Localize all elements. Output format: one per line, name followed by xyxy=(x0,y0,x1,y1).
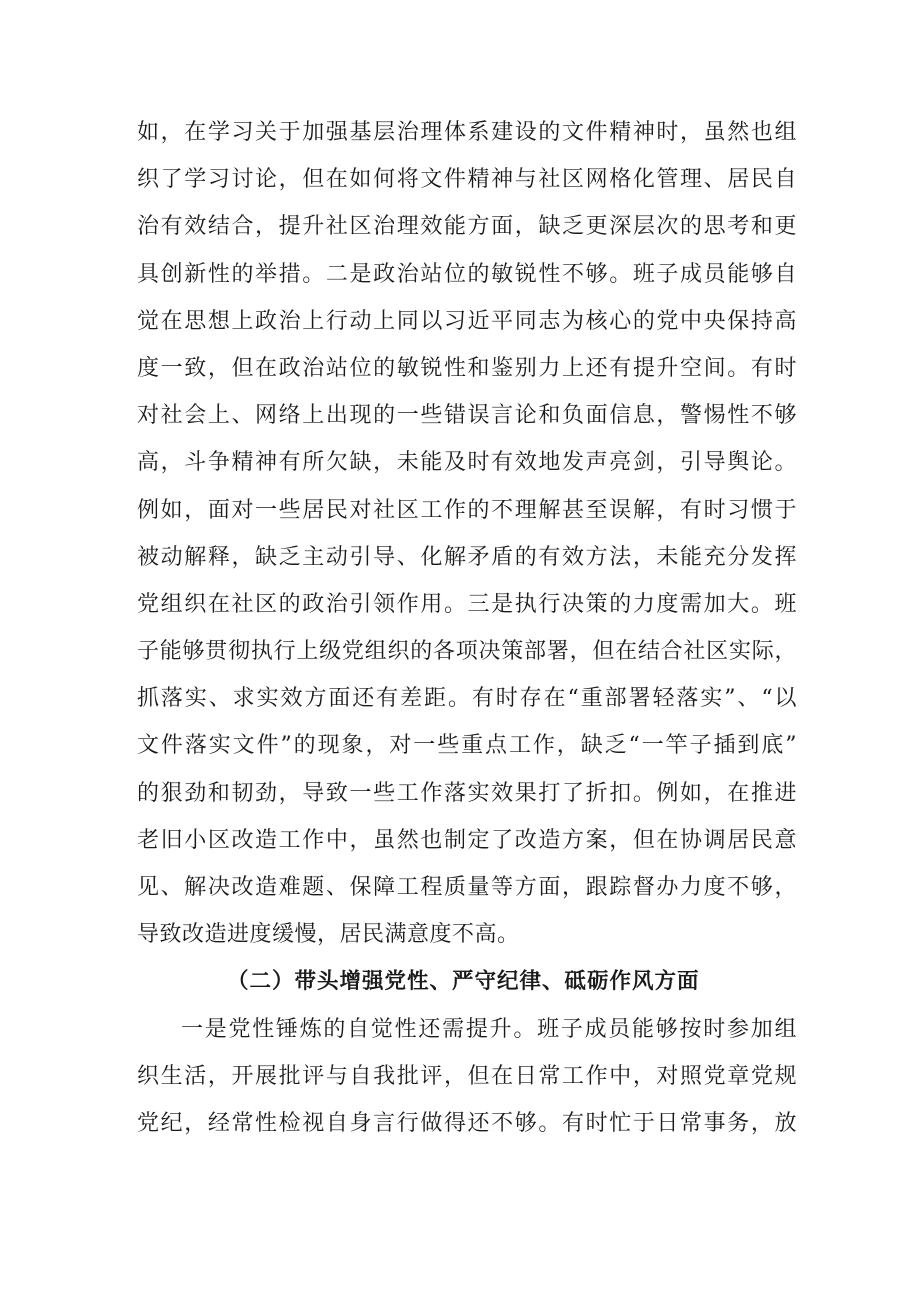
paragraph-line: 织了学习讨论，但在如何将文件精神与社区网格化管理、居民自 xyxy=(137,167,797,193)
paragraph-line: 老旧小区改造工作中，虽然也制定了改造方案，但在协调居民意 xyxy=(137,827,797,853)
paragraph-line: 度一致，但在政治站位的敏锐性和鉴别力上还有提升空间。有时 xyxy=(137,355,797,381)
paragraph-line: 对社会上、网络上出现的一些错误言论和负面信息，警惕性不够 xyxy=(137,403,797,429)
section-heading: （二）带头增强党性、严守纪律、砥砺作风方面 xyxy=(227,969,700,995)
document-body xyxy=(137,109,797,1147)
paragraph-line: 党组织在社区的政治引领作用。三是执行决策的力度需加大。班 xyxy=(137,591,797,617)
paragraph-line: 治有效结合，提升社区治理效能方面，缺乏更深层次的思考和更 xyxy=(137,214,797,240)
paragraph-2 xyxy=(137,1006,797,1148)
paragraph-line: 如，在学习关于加强基层治理体系建设的文件精神时，虽然也组 xyxy=(137,120,797,145)
paragraph-line: 觉在思想上政治上行动上同以习近平同志为核心的党中央保持高 xyxy=(137,308,797,334)
paragraph-line: 见、解决改造难题、保障工程质量等方面，跟踪督办力度不够， xyxy=(137,875,797,900)
paragraph-line: 党纪，经常性检视自身言行做得还不够。有时忙于日常事务，放 xyxy=(137,1110,797,1136)
paragraph-line: 例如，面对一些居民对社区工作的不理解甚至误解，有时习惯于 xyxy=(137,497,797,523)
paragraph-line: 导致改造进度缓慢，居民满意度不高。 xyxy=(137,922,520,948)
paragraph-line: 一是党性锤炼的自觉性还需提升。班子成员能够按时参加组 xyxy=(181,1016,797,1042)
paragraph-line: 织生活，开展批评与自我批评，但在日常工作中，对照党章党规 xyxy=(137,1063,797,1089)
paragraph-line: 的狠劲和韧劲，导致一些工作落实效果打了折扣。例如，在推进 xyxy=(137,780,797,806)
paragraph-line: 具创新性的举措。二是政治站位的敏锐性不够。班子成员能够自 xyxy=(137,261,797,287)
paragraph-line: 高，斗争精神有所欠缺，未能及时有效地发声亮剑，引导舆论。 xyxy=(137,450,797,476)
paragraph-line: 被动解释，缺乏主动引导、化解矛盾的有效方法，未能充分发挥 xyxy=(137,544,797,570)
paragraph-line: 文件落实文件”的现象，对一些重点工作，缺乏“一竿子插到底” xyxy=(137,733,797,759)
paragraph-line: 子能够贯彻执行上级党组织的各项决策部署，但在结合社区实际， xyxy=(137,639,797,665)
paragraph-line: 抓落实、求实效方面还有差距。有时存在“重部署轻落实”、“以 xyxy=(137,686,797,712)
paragraph-1 xyxy=(137,109,797,958)
